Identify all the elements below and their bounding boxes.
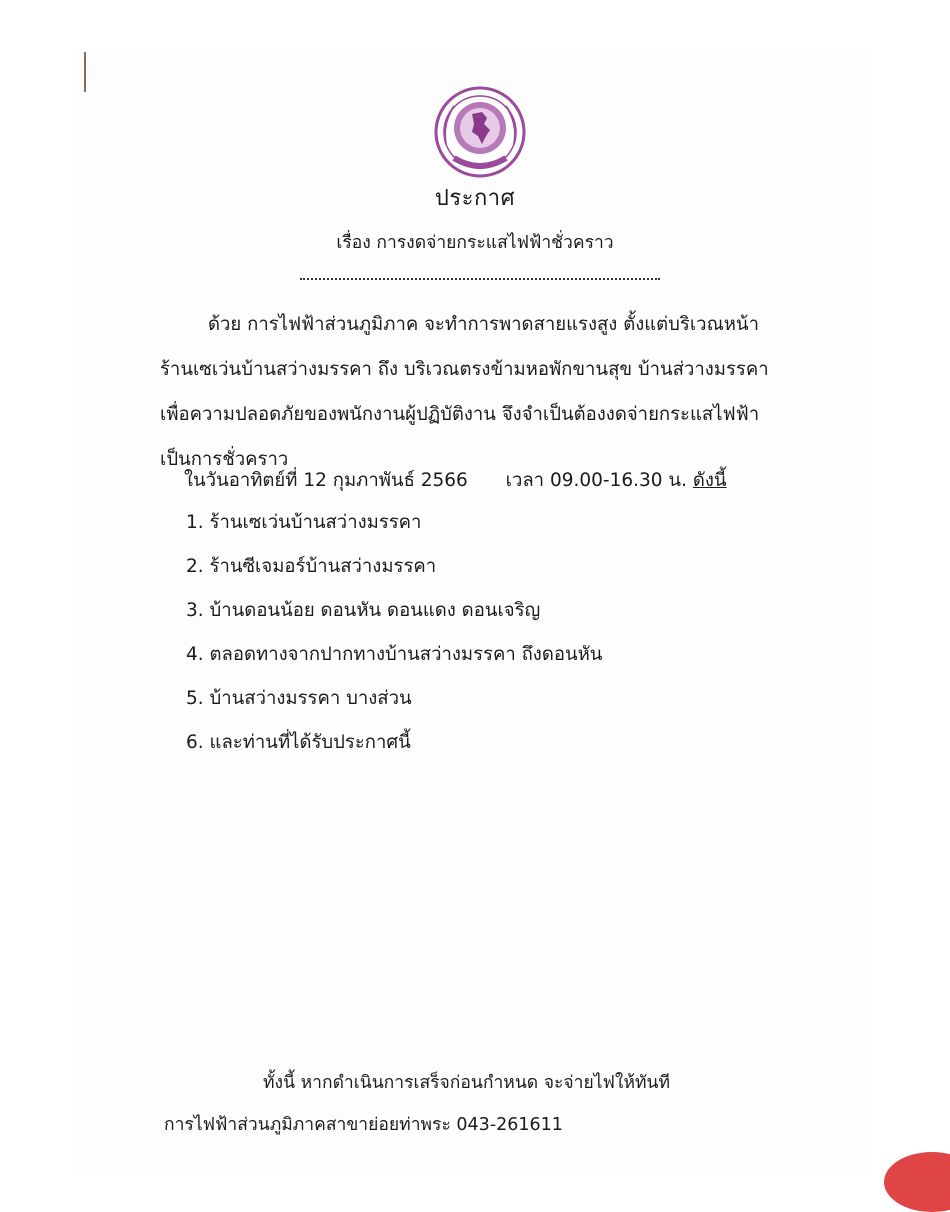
schedule-line: [184, 466, 727, 495]
schedule-time: เวลา 09.00-16.30 น.: [505, 470, 687, 491]
list-item: 5. บ้านสว่างมรรคา บางส่วน: [186, 688, 412, 709]
list-item: 1. ร้านเซเว่นบ้านสว่างมรรคา: [186, 512, 422, 533]
list-item: 4. ตลอดทางจากปากทางบ้านสว่างมรรคา ถึงดอนหัน: [186, 644, 603, 665]
body-line: เพื่อความปลอดภัยของพนักงานผู้ปฏิบัติงาน จึงจำเป็นต้องงดจ่ายกระแสไฟฟ้า: [160, 404, 760, 425]
schedule-as-follows: ดังนี้: [692, 470, 727, 491]
dotted-divider: [300, 272, 660, 280]
announcement-title: ประกาศ: [434, 186, 516, 211]
body-line: เป็นการชั่วคราว: [160, 449, 289, 470]
list-item: 6. และท่านที่ได้รับประกาศนี้: [186, 732, 411, 753]
footer-note: ทั้งนี้ หากดำเนินการเสร็จก่อนกำหนด จะจ่ายไฟให้ทันที: [263, 1073, 671, 1093]
announcement-subject: เรื่อง การงดจ่ายกระแสไฟฟ้าชั่วคราว: [336, 233, 614, 253]
corner-red-mark: [884, 1152, 950, 1212]
pea-logo: [432, 84, 528, 180]
list-item: 3. บ้านดอนน้อย ดอนหัน ดอนแดง ดอนเจริญ: [186, 600, 541, 621]
announcement-body: [160, 302, 810, 482]
pea-seal-icon: [432, 84, 528, 180]
affected-area-list: [186, 508, 602, 772]
footer-office: การไฟฟ้าส่วนภูมิภาคสาขาย่อยท่าพระ 043-261611: [164, 1115, 563, 1135]
paper-edge-mark: [84, 52, 86, 92]
body-line: ร้านเซเว่นบ้านสว่างมรรคา ถึง บริเวณตรงข้ามหอพักขานสุข บ้านส่วางมรรคา: [160, 359, 769, 380]
list-item: 2. ร้านซีเจมอร์บ้านสว่างมรรคา: [186, 556, 437, 577]
body-line: ด้วย การไฟฟ้าส่วนภูมิภาค จะทำการพาดสายแรงสูง ตั้งแต่บริเวณหน้า: [208, 314, 759, 335]
schedule-date: ในวันอาทิตย์ที่ 12 กุมภาพันธ์ 2566: [184, 470, 468, 491]
